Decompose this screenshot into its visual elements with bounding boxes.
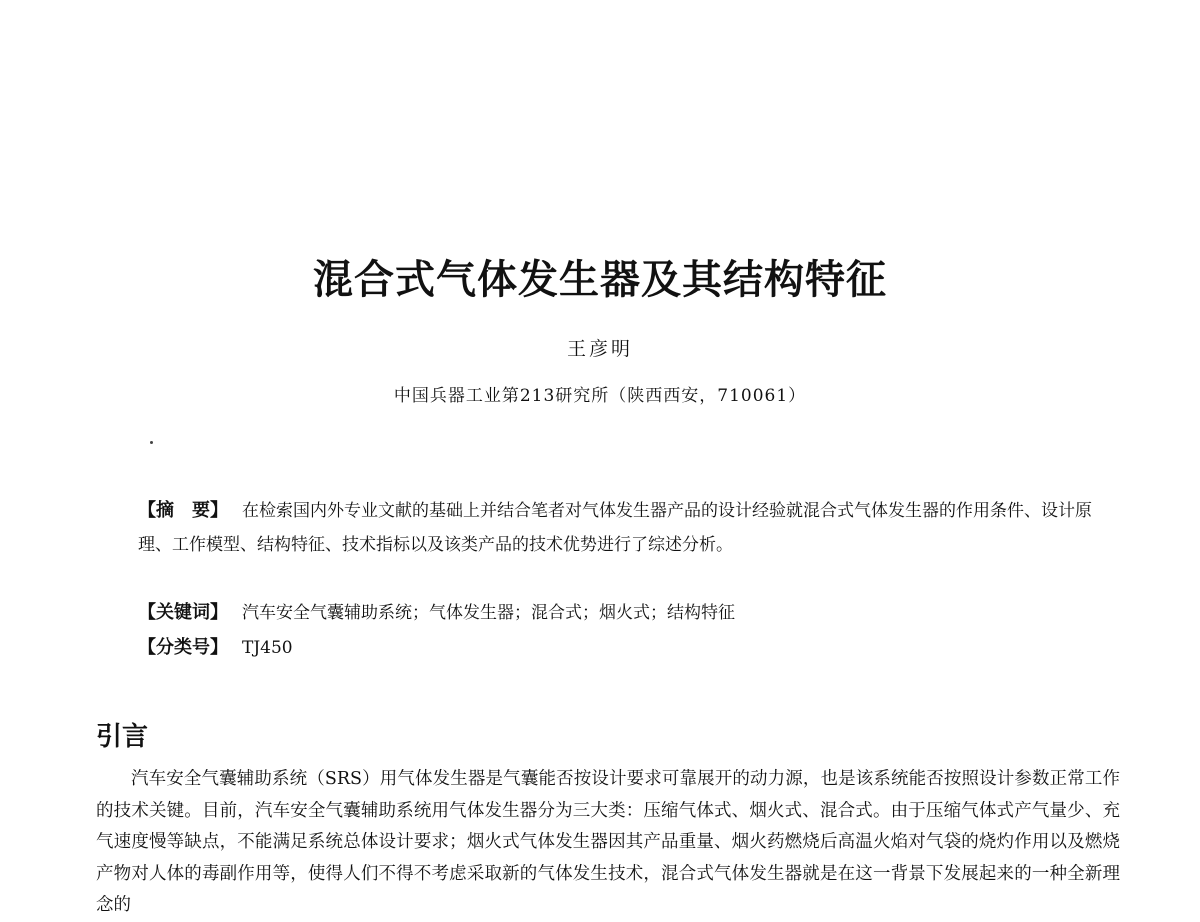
author-affiliation: 中国兵器工业第213研究所（陕西西安，710061） bbox=[393, 386, 807, 406]
keywords-text: 汽车安全气囊辅助系统；气体发生器；混合式；烟火式；结构特征 bbox=[242, 603, 735, 623]
abstract-text: 在检索国内外专业文献的基础上并结合笔者对气体发生器产品的设计经验就混合式气体发生器的作用条件、设计原理、工作模型、结构特征、技术指标以及该类产品的技术优势进行了综述分析。 bbox=[138, 501, 1092, 555]
keywords-block bbox=[138, 598, 1098, 628]
introduction-paragraph: 汽车安全气囊辅助系统（SRS）用气体发生器是气囊能否按设计要求可靠展开的动力源，也是该系统能否按照设计参数正常工作的技术关键。目前，汽车安全气囊辅助系统用气体发生器分为三大类：压缩气体式、烟火式、混合式。由于压缩气体式产气量少、充气速度慢等缺点，不能满足系统总体设计要求；烟火式气体发生器因其产品重量、烟火药燃烧后高温火焰对气袋的烧灼作用以及燃烧产物对人体的毒副作用等，使得人们不得不考虑采取新的气体发生技术，混合式气体发生器就是在这一背景下发展起来的一种全新理念的 bbox=[96, 769, 1120, 915]
scan-speck bbox=[150, 441, 153, 444]
abstract-block bbox=[138, 494, 1098, 562]
classification-number: TJ450 bbox=[242, 638, 293, 658]
keywords-label: 【关键词】 bbox=[138, 602, 228, 623]
author-name: 王彦明 bbox=[566, 338, 633, 360]
classification-label: 【分类号】 bbox=[138, 637, 228, 658]
abstract-label: 【摘 要】 bbox=[138, 500, 228, 521]
classification-block bbox=[138, 633, 1098, 663]
section-heading-introduction: 引言 bbox=[96, 722, 149, 752]
paper-title: 混合式气体发生器及其结构特征 bbox=[313, 256, 887, 303]
